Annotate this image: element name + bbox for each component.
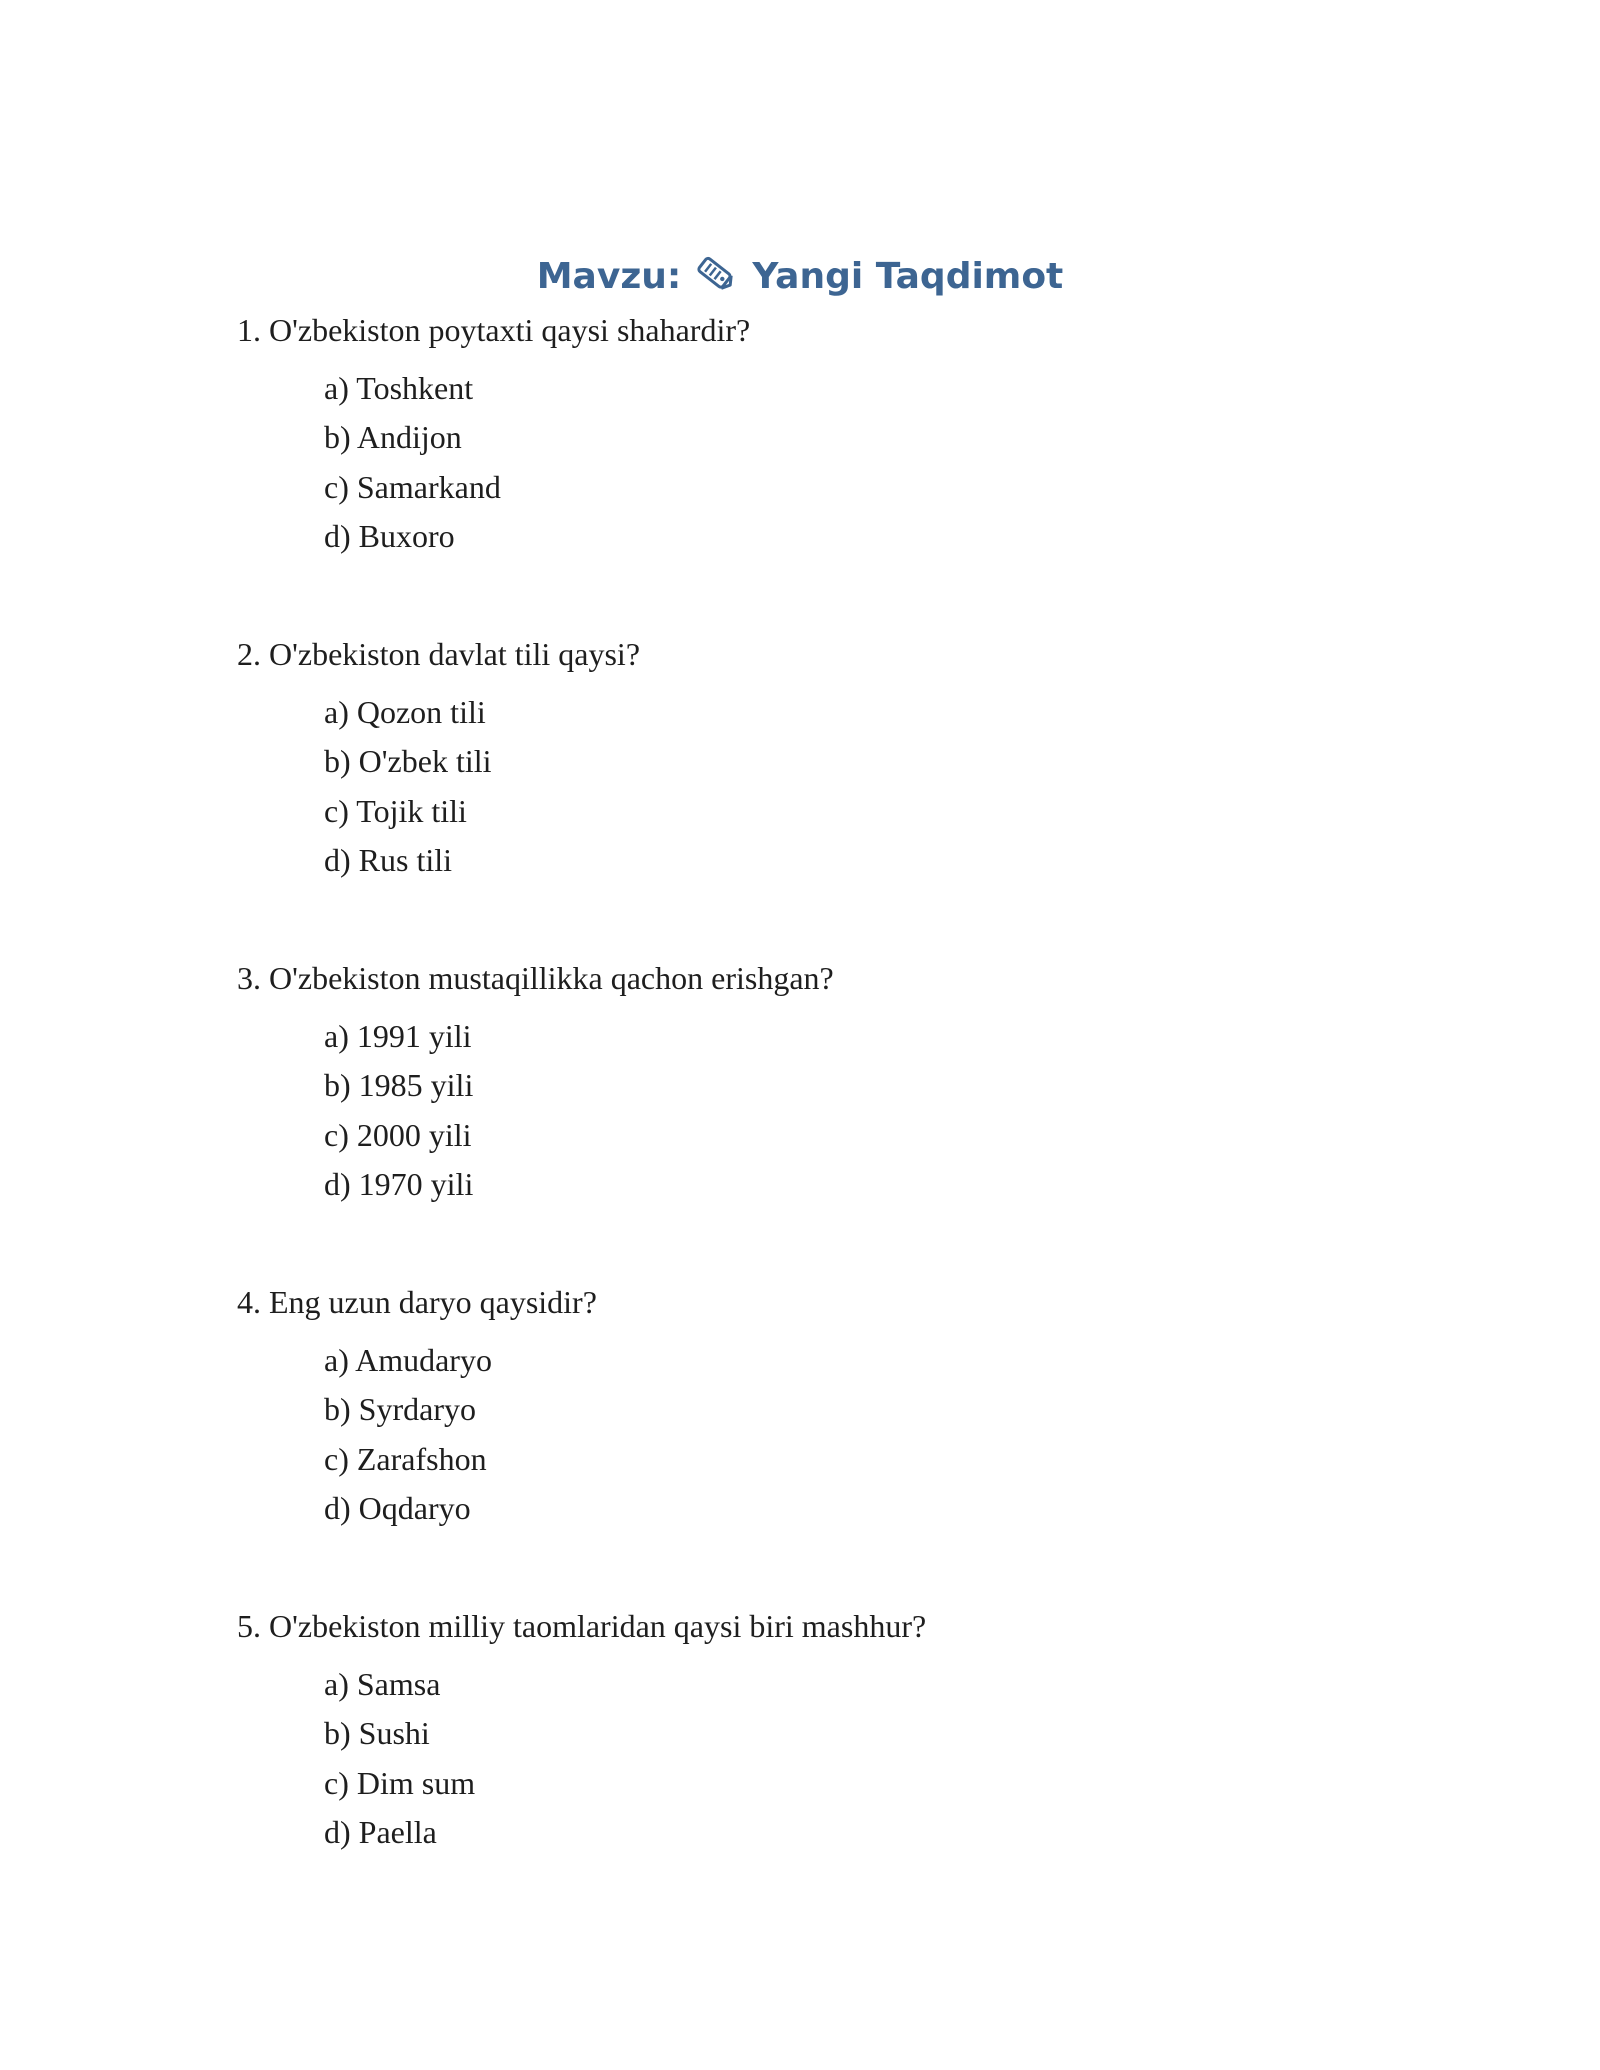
answer-option: c) Dim sum bbox=[324, 1765, 476, 1801]
question-text: 1. O'zbekiston poytaxti qaysi shahardir? bbox=[237, 312, 751, 348]
answer-option: b) Syrdaryo bbox=[324, 1391, 476, 1427]
document-title bbox=[0, 247, 1600, 311]
answer-option: a) Amudaryo bbox=[324, 1342, 492, 1378]
answer-option: d) Rus tili bbox=[324, 842, 453, 878]
question-text: 4. Eng uzun daryo qaysidir? bbox=[237, 1284, 597, 1320]
answer-option: b) O'zbek tili bbox=[324, 743, 492, 779]
answer-option: c) Zarafshon bbox=[324, 1441, 487, 1477]
tag-icon bbox=[696, 251, 736, 311]
title-prefix: Mavzu: bbox=[536, 256, 682, 297]
answer-option: c) 2000 yili bbox=[324, 1117, 472, 1153]
title-text: Yangi Taqdimot bbox=[752, 256, 1064, 297]
answer-option: d) Buxoro bbox=[324, 518, 455, 554]
answer-option: d) 1970 yili bbox=[324, 1166, 474, 1202]
answer-option: a) 1991 yili bbox=[324, 1018, 472, 1054]
answer-option: a) Toshkent bbox=[324, 370, 474, 406]
question-text: 5. O'zbekiston milliy taomlaridan qaysi biri mashhur? bbox=[237, 1608, 927, 1644]
question-text: 2. O'zbekiston davlat tili qaysi? bbox=[237, 636, 641, 672]
answer-option: d) Oqdaryo bbox=[324, 1490, 471, 1526]
question-text: 3. O'zbekiston mustaqillikka qachon erishgan? bbox=[237, 960, 834, 996]
answer-option: d) Paella bbox=[324, 1814, 437, 1850]
answer-option: b) Andijon bbox=[324, 419, 462, 455]
answer-option: a) Samsa bbox=[324, 1666, 441, 1702]
answer-option: b) Sushi bbox=[324, 1715, 430, 1751]
answer-option: c) Samarkand bbox=[324, 469, 501, 505]
answer-option: a) Qozon tili bbox=[324, 694, 486, 730]
answer-option: c) Tojik tili bbox=[324, 793, 467, 829]
answer-option: b) 1985 yili bbox=[324, 1067, 474, 1103]
